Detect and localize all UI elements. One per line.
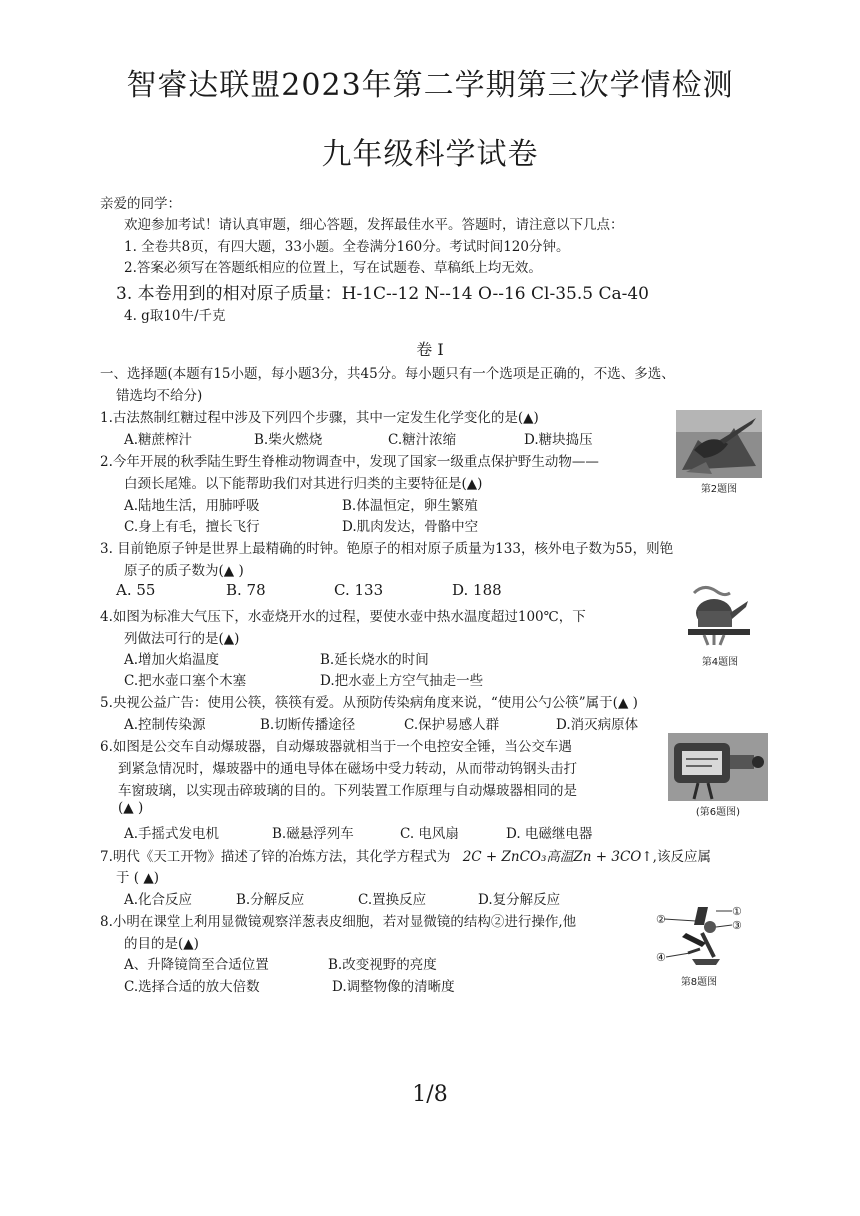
q5-option-b: B.切断传播途径 [260,717,356,733]
q6-option-d: D. 电磁继电器 [506,826,593,842]
note-3: 3. 本卷用到的相对原子质量：H-1C--12 N--14 O--16 Cl-35.5 Ca-40 [116,284,649,304]
q8-option-d: D.调整物像的清晰度 [332,979,455,995]
q7-stem [100,845,711,865]
q3-stem-cont: 原子的质子数为(▲ ) [124,563,244,579]
q6-stem: 6.如图是公交车自动爆玻器，自动爆玻器就相当于一个电控安全锤，当公交车遇 [100,739,572,755]
q6-stem-cont-3: (▲ ) [118,800,144,816]
figure-2 [676,410,762,498]
q1-option-b: B.柴火燃烧 [254,432,323,448]
section-heading: 卷 I [416,340,444,359]
q4-stem: 4.如图为标准大气压下，水壶烧开水的过程，要使水壶中热水温度超过100℃，下 [100,609,586,625]
fig8-label-3: ③ [732,919,742,932]
q4-option-a: A.增加火焰温度 [124,652,220,668]
fig8-label-1: ① [732,905,742,918]
greeting: 亲爱的同学： [100,196,181,212]
note-2: 2.答案必须写在答题纸相应的位置上，写在试题卷、草稿纸上均无效。 [124,260,542,276]
q7-option-b: B.分解反应 [236,892,305,908]
q4-option-c: C.把水壶口塞个木塞 [124,673,247,689]
q2-option-b: B.体温恒定，卵生繁殖 [342,498,478,514]
welcome-text: 欢迎参加考试！请认真审题，细心答题，发挥最佳水平。答题时，请注意以下几点： [124,217,624,233]
q1-option-c: C.糖汁浓缩 [388,432,457,448]
page-number: 1/8 [412,1082,448,1107]
q7-option-c: C.置换反应 [358,892,427,908]
fig4-caption: 第4题图 [701,657,739,668]
q3-stem: 3. 目前铯原子钟是世界上最精确的时钟。铯原子的相对原子质量为133，核外电子数为55，则铯 [100,541,674,557]
note-1: 1. 全卷共8页，有四大题，33小题。全卷满分160分。考试时间120分钟。 [124,239,570,255]
q6-stem-cont-1: 到紧急情况时，爆玻器中的通电导体在磁场中受力转动，从而带动钨钢头击打 [118,761,577,777]
fig6-caption: (第6题图) [695,807,741,818]
figure-8 [656,903,742,987]
glass-breaker-image [668,733,768,801]
q3-option-c: C. 133 [334,581,384,599]
q4-stem-cont: 列做法可行的是(▲) [124,631,240,647]
q1-option-d: D.糖块捣压 [524,432,593,448]
q8-stem: 8.小明在课堂上利用显微镜观察洋葱表皮细胞，若对显微镜的结构②进行操作,他 [100,914,577,930]
q7-stem-cont: 于 ( ▲) [116,870,159,886]
q3-option-a: A. 55 [116,581,156,599]
q3-option-d: D. 188 [452,581,502,599]
q5-option-d: D.消灭病原体 [556,717,639,733]
figure-6 [668,733,768,819]
q4-option-b: B.延长烧水的时间 [320,652,429,668]
part1-instructions: 一、选择题(本题有15小题，每小题3分，共45分。每小题只有一个选项是正确的，不选、多选、 [100,366,675,382]
exam-title: 智睿达联盟2023年第二学期第三次学情检测 [126,68,734,103]
q6-option-b: B.磁悬浮列车 [272,826,354,842]
q5-option-c: C.保护易感人群 [404,717,500,733]
fig8-label-4: ④ [656,951,666,964]
q6-option-c: C. 电风扇 [400,826,459,842]
q8-option-c: C.选择合适的放大倍数 [124,979,260,995]
q7-stem-text: 7.明代《天工开物》描述了锌的冶炼方法，其化学方程式为 [100,849,451,865]
q2-option-d: D.肌肉发达，骨骼中空 [342,519,479,535]
q5-option-a: A.控制传染源 [124,717,206,733]
q1-stem: 1.古法熬制红糖过程中涉及下列四个步骤，其中一定发生化学变化的是(▲) [100,410,539,426]
q6-option-a: A.手摇式发电机 [124,826,220,842]
q5-stem: 5.央视公益广告：使用公筷，筷筷有爱。从预防传染病角度来说，“使用公勺公筷”属于(▲ ) [100,695,638,711]
fig8-caption: 第8题图 [680,977,718,988]
kettle-image [684,583,756,649]
q8-option-b: B.改变视野的亮度 [328,957,437,973]
q7-equation: 2C + ZnCO₃高温Zn + 3CO↑ [462,849,653,865]
q2-stem-cont: 白颈长尾雉。以下能帮助我们对其进行归类的主要特征是(▲) [124,476,483,492]
q1-option-a: A.糖蔗榨汁 [124,432,193,448]
q2-option-a: A.陆地生活，用肺呼吸 [124,498,260,514]
fig8-label-2: ② [656,913,666,926]
q8-option-a: A、升降镜筒至合适位置 [124,957,269,973]
microscope-diagram [656,903,742,969]
q7-option-a: A.化合反应 [124,892,193,908]
q6-stem-cont-2: 车窗玻璃，以实现击碎玻璃的目的。下列装置工作原理与自动爆玻器相同的是 [118,783,577,799]
q2-option-c: C.身上有毛，擅长飞行 [124,519,260,535]
q3-option-b: B. 78 [226,581,266,599]
figure-4 [684,583,756,669]
q7-stem-tail: ,该反应属 [652,849,711,865]
exam-subtitle: 九年级科学试卷 [321,137,539,172]
q4-option-d: D.把水壶上方空气抽走一些 [320,673,484,689]
q8-stem-cont: 的目的是(▲) [124,936,199,952]
fig2-caption: 第2题图 [700,484,738,495]
q2-stem: 2.今年开展的秋季陆生野生脊椎动物调查中，发现了国家一级重点保护野生动物—— [100,454,599,470]
note-4: 4. g取10牛/千克 [124,308,226,324]
pheasant-image [676,410,762,478]
part1-instructions-cont: 错选均不给分) [116,388,203,404]
q7-option-d: D.复分解反应 [478,892,561,908]
